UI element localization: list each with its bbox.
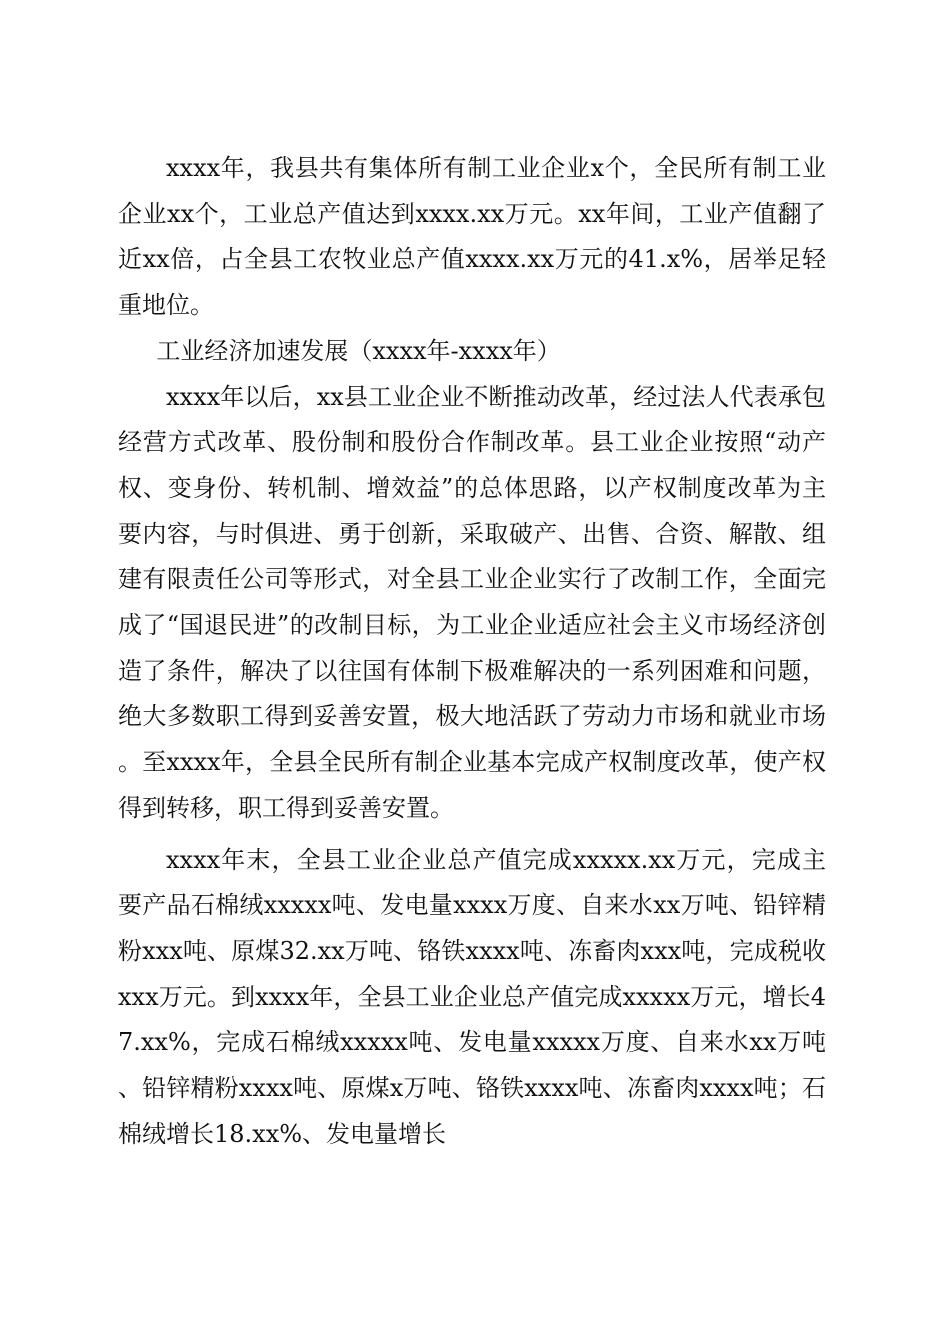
paragraph-enterprise-reform: xxxx年以后，xx县工业企业不断推动改革，经过法人代表承包经营方式改革、股份制和股份合作制改革。县工业企业按照“动产权、变身份、转机制、增效益”的总体思路，以产权制度改革为主要内容，与时俱进、勇于创新，采取破产、出售、合资、解散、组建有限责任公司等形式，对全县工业企业实行了改制工作，全面完成了“国退民进”的改制目标，为工业企业适应社会主义市场经济创造了条件，解决了以往国有体制下极难解决的一系列困难和问题，绝大多数职工得到妥善安置，极大地活跃了劳动力市场和就业市场。至xxxx年，全县全民所有制企业基本完成产权制度改革，使产权得到转移，职工得到妥善安置。 <box>118 382 826 822</box>
paragraph-output-statistics: xxxx年末，全县工业企业总产值完成xxxxx.xx万元，完成主要产品石棉绒xxxxx吨、发电量xxxx万度、自来水xx万吨、铅锌精粉xxx吨、原煤32.xx万吨、铬铁xxxx吨、冻畜肉xxx吨，完成税收xxx万元。到xxxx年，全县工业企业总产值完成xxxxx万元，增长47.xx%，完成石棉绒xxxxx吨、发电量xxxxx万度、自来水xx万吨、铅锌精粉xxxx吨、原煤x万吨、铬铁xxxx吨、冻畜肉xxxx吨；石棉绒增长18.xx%、发电量增长 <box>118 845 826 1148</box>
document-body <box>118 146 826 1157</box>
paragraph-industry-1950s-summary: xxxx年，我县共有集体所有制工业企业x个，全民所有制工业企业xx个，工业总产值达到xxxx.xx万元。xx年间，工业产值翻了近xx倍，占全县工农牧业总产值xxxx.xx万元的41.x%，居举足轻重地位。 <box>118 154 826 320</box>
section-heading-accelerated-development: 工业经济加速发展（xxxx年-xxxx年） <box>156 336 561 365</box>
